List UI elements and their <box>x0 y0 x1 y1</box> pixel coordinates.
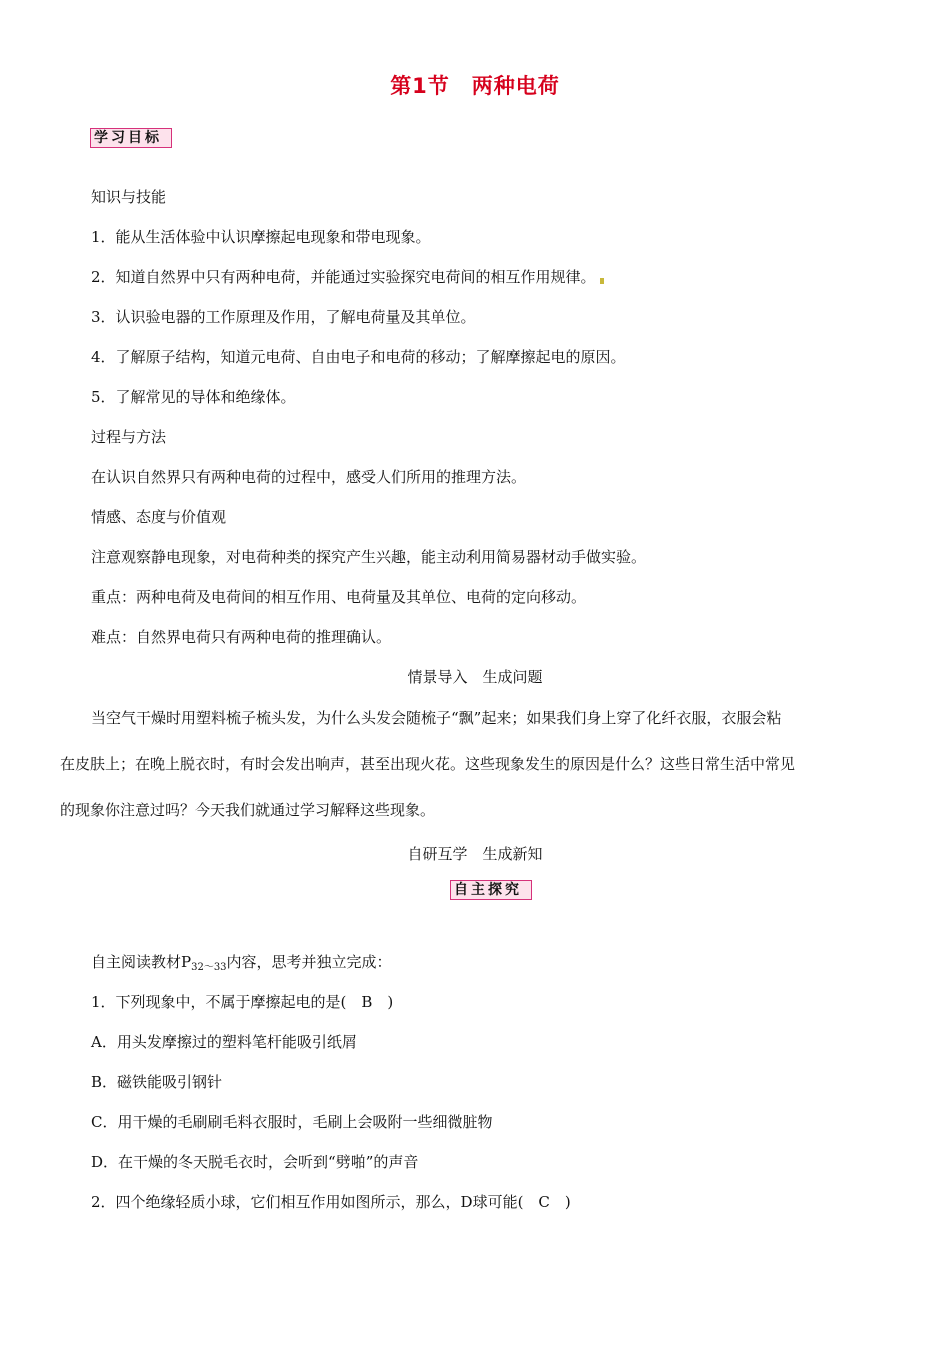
option-d: D．在干燥的冬天脱毛衣时，会听到“劈啪”的声音 <box>91 1153 419 1171</box>
question-2: 2．四个绝缘轻质小球，它们相互作用如图所示，那么，D球可能( C ) <box>91 1193 571 1211</box>
question-1: 1．下列现象中，不属于摩擦起电的是( B ) <box>91 993 394 1011</box>
knowledge-heading: 知识与技能 <box>91 188 167 206</box>
key-point: 重点：两种电荷及电荷间的相互作用、电荷量及其单位、电荷的定向移动。 <box>91 588 587 606</box>
self-explore-tag: 自主探究 <box>450 880 532 900</box>
learning-goals-tag: 学习目标 <box>90 128 172 148</box>
process-text: 在认识自然界只有两种电荷的过程中，感受人们所用的推理方法。 <box>91 468 527 486</box>
difficult-point: 难点：自然界电荷只有两种电荷的推理确认。 <box>91 628 392 646</box>
intro-paragraph-line: 当空气干燥时用塑料梳子梳头发，为什么头发会随梳子“飘”起来；如果我们身上穿了化纤衣服，衣服会粘 <box>91 709 782 727</box>
knowledge-item: 3．认识验电器的工作原理及作用，了解电荷量及其单位。 <box>91 308 476 326</box>
section-heading-intro: 情景导入 生成问题 <box>407 668 543 686</box>
option-c: C．用干燥的毛刷刷毛料衣服时，毛刷上会吸附一些细微脏物 <box>91 1113 493 1131</box>
intro-paragraph-line: 在皮肤上；在晚上脱衣时，有时会发出响声，甚至出现火花。这些现象发生的原因是什么？这些日常生活中常见 <box>60 755 796 773</box>
reading-instruction: 自主阅读教材$P_{32\sim 33}$内容，思考并独立完成： <box>91 953 392 973</box>
emotion-heading: 情感、态度与价值观 <box>91 508 227 526</box>
intro-paragraph-line: 的现象你注意过吗？今天我们就通过学习解释这些现象。 <box>60 801 436 819</box>
scan-mark <box>600 278 604 284</box>
option-a: A．用头发摩擦过的塑料笔杆能吸引纸屑 <box>91 1033 357 1051</box>
knowledge-item: 1．能从生活体验中认识摩擦起电现象和带电现象。 <box>91 228 431 246</box>
page-title: 第1节 两种电荷 <box>390 74 560 98</box>
section-heading-study: 自研互学 生成新知 <box>407 845 543 863</box>
knowledge-item: 4．了解原子结构，知道元电荷、自由电子和电荷的移动；了解摩擦起电的原因。 <box>91 348 626 366</box>
knowledge-item: 2．知道自然界中只有两种电荷，并能通过实验探究电荷间的相互作用规律。 <box>91 267 604 287</box>
emotion-text: 注意观察静电现象，对电荷种类的探究产生兴趣，能主动利用简易器材动手做实验。 <box>91 548 647 566</box>
option-b: B．磁铁能吸引钢针 <box>91 1073 223 1091</box>
process-heading: 过程与方法 <box>91 428 167 446</box>
knowledge-item: 5．了解常见的导体和绝缘体。 <box>91 388 296 406</box>
